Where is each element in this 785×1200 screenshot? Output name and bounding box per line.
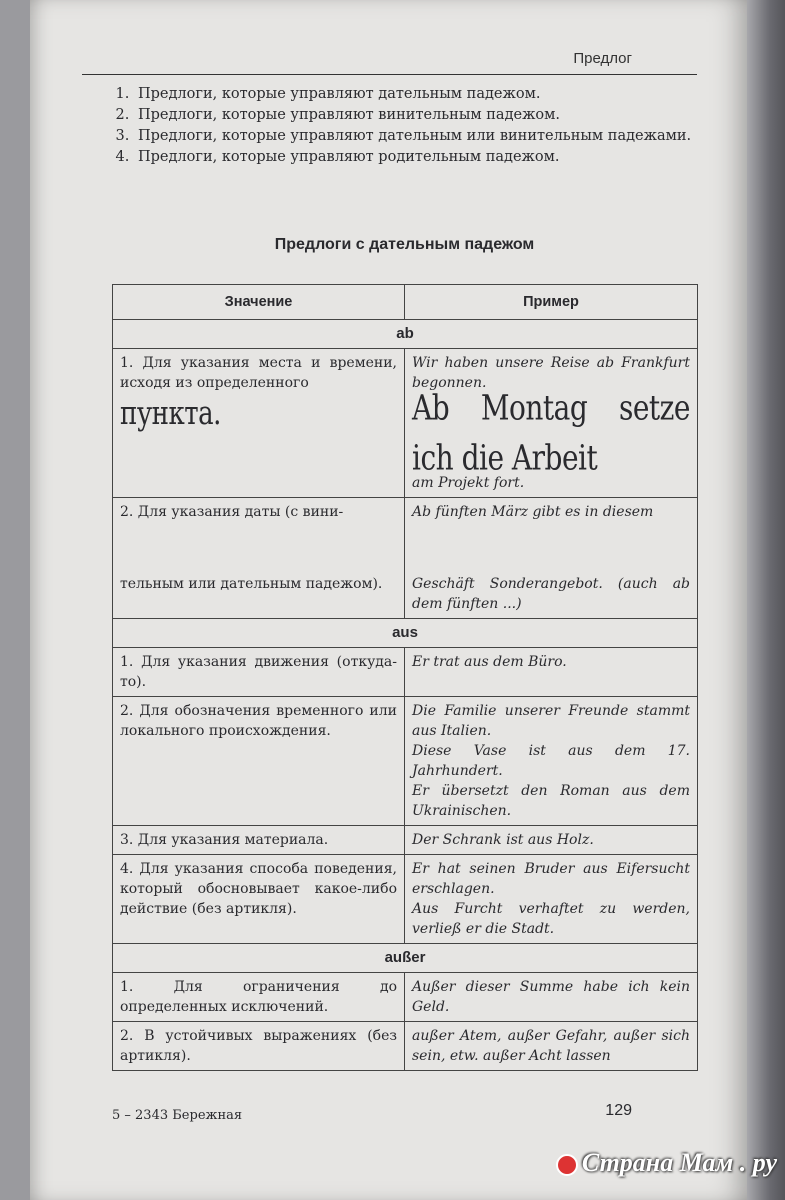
table-header-row: [113, 285, 698, 320]
table-row: [113, 826, 698, 855]
preposition-ausser: außer: [113, 944, 698, 973]
book-page: [30, 0, 750, 1200]
preposition-row: [113, 320, 698, 349]
meaning-cell: 3. Для указания материала.: [113, 826, 405, 855]
preposition-row: [113, 619, 698, 648]
table-row: [113, 648, 698, 697]
table-row: [113, 349, 698, 498]
column-header-example: Пример: [405, 285, 698, 320]
table-row: [113, 697, 698, 826]
watermark-logo-icon: [556, 1154, 578, 1176]
running-header: Предлог: [573, 50, 632, 67]
section-title: Предлоги с дательным падежом: [274, 236, 535, 253]
example-cell: außer Atem, außer Gefahr, außer sich sein, etw. außer Acht lassen: [405, 1022, 698, 1071]
intro-list: [112, 84, 714, 168]
meaning-cell: 1. Для ограничения до определенных исключений.: [113, 973, 405, 1022]
intro-item: 2. Предлоги, которые управляют винительным падежом.: [134, 105, 714, 126]
intro-item: 4. Предлоги, которые управляют родительным падежом.: [134, 147, 714, 168]
meaning-cell: 2. Для обозначения временного или локального происхождения.: [113, 697, 405, 826]
example-cell: Er trat aus dem Büro.: [405, 648, 698, 697]
example-cell: Außer dieser Summe habe ich kein Geld.: [405, 973, 698, 1022]
meaning-cell: 1. Для указания места и времени, исходя из определенного пункта.: [113, 349, 405, 498]
example-cell: Wir haben unsere Reise ab Frankfurt begonnen. Ab Montag setze ich die Arbeit am Projekt fort.: [405, 349, 698, 498]
site-watermark: Страна Мам . ру: [556, 1148, 777, 1178]
column-header-meaning: Значение: [113, 285, 405, 320]
meaning-cell: 1. Для указания движения (откуда-то).: [113, 648, 405, 697]
meaning-cell: 2. Для указания даты (с вини- тельным или дательным падежом).: [113, 498, 405, 619]
meaning-cell: 2. В устойчивых выражениях (без артикля).: [113, 1022, 405, 1071]
book-spine: [747, 0, 785, 1200]
intro-item: 1. Предлоги, которые управляют дательным падежом.: [134, 84, 714, 105]
footer-signature: 5 – 2343 Бережная: [112, 1108, 243, 1123]
example-cell: Der Schrank ist aus Holz.: [405, 826, 698, 855]
meaning-cell: 4. Для указания способа поведения, который обосновывает какое-либо действие (без артикля).: [113, 855, 405, 944]
table-row: [113, 498, 698, 619]
example-cell: Er hat seinen Bruder aus Eifersucht erschlagen. Aus Furcht verhaftet zu werden, verließ er die Stadt.: [405, 855, 698, 944]
table-row: [113, 855, 698, 944]
preposition-row: [113, 944, 698, 973]
preposition-ab: ab: [113, 320, 698, 349]
intro-item: 3. Предлоги, которые управляют дательным или винительным падежами.: [134, 126, 714, 147]
prepositions-table: [112, 284, 698, 1071]
example-cell: Die Familie unserer Freunde stammt aus Italien. Diese Vase ist aus dem 17. Jahrhundert. Er übersetzt den Roman aus dem Ukrainischen.: [405, 697, 698, 826]
page-number: 129: [605, 1102, 632, 1119]
example-cell: Ab fünften März gibt es in diesem Geschäft Sonderangebot. (auch ab dem fünften ...): [405, 498, 698, 619]
header-rule: [82, 74, 697, 75]
preposition-aus: aus: [113, 619, 698, 648]
table-row: [113, 1022, 698, 1071]
table-row: [113, 973, 698, 1022]
